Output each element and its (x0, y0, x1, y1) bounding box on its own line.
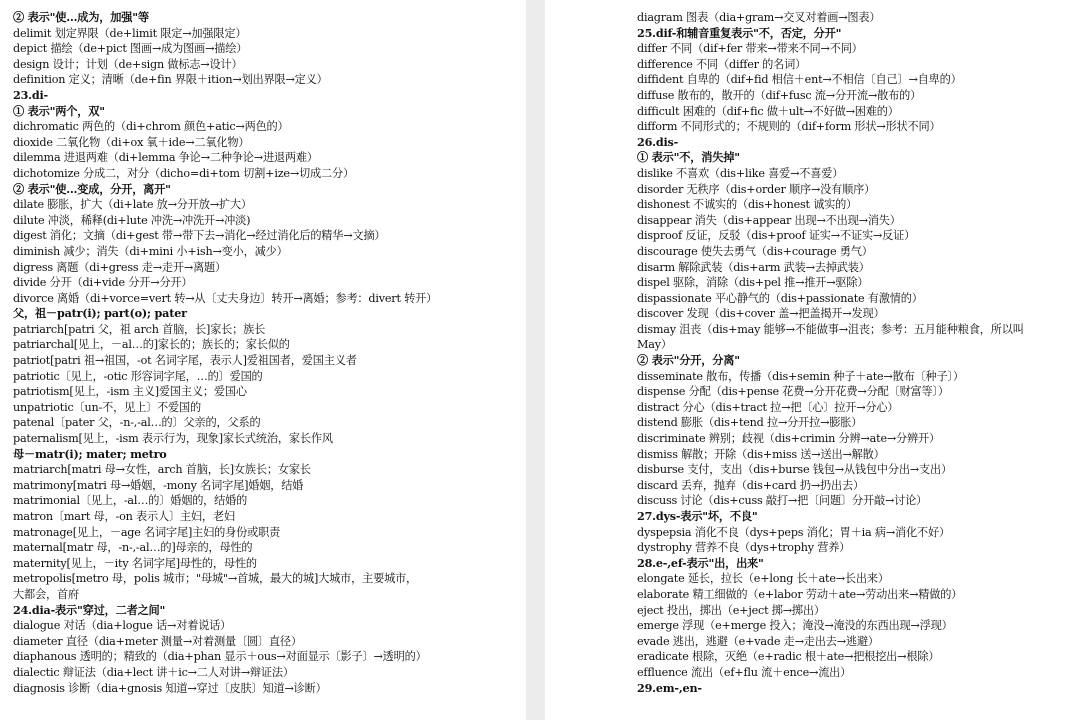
text-line: May） (637, 338, 672, 352)
text-line: difference 不同（differ 的名词） (637, 57, 807, 71)
text-line: 大都会，首府 (13, 587, 79, 601)
text-line: evade 逃出，逃避（e+vade 走→走出去→逃避） (637, 634, 879, 648)
left-page (0, 0, 526, 720)
text-line: divide 分开（di+vide 分开→分开） (13, 276, 193, 290)
text-line: discourage 使失去勇气（dis+courage 勇气） (637, 244, 873, 258)
text-line: digress 离题（di+gress 走→走开→离题） (13, 260, 227, 274)
text-line: unpatriotic〔un-不，见上〕不爱国的 (13, 400, 202, 414)
text-line: dioxide 二氧化物（di+ox 氧＋ide→二氧化物） (13, 135, 250, 149)
text-line: dispassionate 平心静气的（dis+passionate 有激情的） (637, 291, 923, 305)
text-line: 28.e-,ef-表示"出，出来" (637, 555, 764, 570)
text-line: dialectic 辩证法（dia+lect 讲＋ic→二人对讲→辩证法） (13, 665, 294, 679)
text-line: distend 膨胀（dis+tend 拉→分开拉→膨胀） (637, 416, 863, 430)
text-line: matriarch[matri 母→女性，arch 首脑，长]女族长；女家长 (13, 463, 311, 477)
text-line: 父，祖－patr(i); part(o); pater (13, 306, 187, 321)
text-line: diminish 减少；消失（di+mini 小+ish→变小，减少） (13, 244, 288, 258)
text-line: diffuse 散布的，散开的（dif+fusc 流→分开流→散布的） (637, 88, 922, 102)
text-line: dyspepsia 消化不良（dys+peps 消化；胃＋ia 病→消化不好） (637, 525, 950, 539)
text-line: dispel 驱除，消除（dis+pel 推→推开→驱除） (637, 276, 869, 290)
text-line: diffident 自卑的（dif+fid 相信＋ent→不相信〔自己〕→自卑的） (637, 73, 962, 87)
text-line: disburse 支付，支出（dis+burse 钱包→从钱包中分出→支出） (637, 463, 952, 477)
text-line: dilemma 进退两难（di+lemma 争论→二种争论→进退两难） (13, 151, 318, 165)
text-line: discriminate 辨别；歧视（dis+crimin 分辨→ate→分辨开） (637, 432, 940, 446)
text-line: matronage[见上，－age 名词字尾]主妇的身份或职责 (13, 525, 281, 539)
text-line: dismay 沮丧（dis+may 能够→不能做事→沮丧；参考：五月能种粮食，所以叫 (637, 322, 1024, 336)
text-line: dilate 膨胀，扩大（di+late 放→分开放→扩大） (13, 198, 252, 212)
text-line: matrimonial〔见上，-al…的〕婚姻的，结婚的 (13, 494, 248, 508)
text-line: delimit 划定界限（de+limit 限定→加强限定） (13, 26, 247, 40)
text-line: maternity[见上，－ity 名词字尾]母性的，母性的 (13, 556, 257, 570)
text-line: eradicate 根除，灭绝（e+radic 根＋ate→把根挖出→根除） (637, 650, 940, 664)
text-line: matrimony[matri 母→婚姻，-mony 名词字尾]婚姻，结婚 (13, 478, 304, 492)
text-line: 25.dif-和辅音重复表示"不，否定，分开" (637, 25, 842, 40)
text-line: ② 表示"使…变成，分开，离开" (13, 181, 171, 196)
text-line: discover 发现（dis+cover 盖→把盖揭开→发现） (637, 307, 885, 321)
text-line: divorce 离婚（di+vorce=vert 转→从〔丈夫身边〕转开→离婚；参考：divert 转开） (13, 291, 438, 305)
text-line: definition 定义；清晰（de+fin 界限＋ition→划出界限→定义） (13, 73, 328, 87)
text-line: disappear 消失（dis+appear 出现→不出现→消失） (637, 213, 901, 227)
text-line: patriotic〔见上，-otic 形容词字尾，…的〕爱国的 (13, 369, 263, 383)
text-line: diaphanous 透明的；精致的（dia+phan 显示＋ous→对面显示〔影子〕→透明的） (13, 650, 427, 664)
text-line: dystrophy 营养不良（dys+trophy 营养） (637, 541, 851, 555)
text-line: difform 不同形式的；不规则的（dif+form 形状→形状不同） (637, 120, 941, 134)
text-line: dislike 不喜欢（dis+like 喜爱→不喜爱） (637, 166, 844, 180)
text-line: disproof 反证，反驳（dis+proof 证实→不证实→反证） (637, 229, 916, 243)
text-line: ② 表示"分开，分离" (637, 353, 740, 368)
text-line: discard 丢弃，抛弃（dis+card 扔→扔出去） (637, 478, 864, 492)
text-line: maternal[matr 母，-n-,-al…的]母亲的，母性的 (13, 541, 253, 555)
right-page (545, 0, 1080, 720)
text-line: digest 消化；文摘（di+gest 带→带下去→消化→经过消化后的精华→文摘） (13, 229, 386, 243)
text-line: difficult 困难的（dif+fic 做＋ult→不好做→困难的） (637, 104, 899, 118)
text-line: patriarch[patri 父，祖 arch 首脑，长]家长；族长 (13, 322, 266, 336)
text-line: dilute 冲淡，稀释(di+lute 冲洗→冲洗开→冲淡) (13, 213, 251, 227)
text-line: disarm 解除武装（dis+arm 武装→去掉武装） (637, 260, 870, 274)
text-line: design 设计；计划（de+sign 做标志→设计） (13, 57, 243, 71)
text-line: diagram 图表（dia+gram→交叉对着画→图表） (637, 11, 881, 24)
text-line: 23.di- (13, 87, 48, 102)
text-line: discuss 讨论（dis+cuss 敲打→把〔问题〕分开敲→讨论） (637, 494, 928, 508)
text-line: 母－matr(i); mater; metro (13, 446, 167, 461)
text-line: dispense 分配（dis+pense 花费→分开花费→分配〔财富等〕） (637, 385, 949, 399)
text-line: disseminate 散布，传播（dis+semin 种子＋ate→散布〔种子〕） (637, 369, 964, 383)
text-line: emerge 浮现（e+merge 投入；淹没→淹没的东西出现→浮现） (637, 619, 953, 633)
text-line: metropolis[metro 母，polis 城市；"母城"→首城，最大的城]大城市，主要城市， (13, 572, 418, 586)
text-line: ② 表示"使…成为，加强"等 (13, 10, 149, 24)
text-line: 26.dis- (637, 134, 679, 149)
text-line: dialogue 对话（dia+logue 话→对着说话） (13, 619, 232, 633)
text-line: eject 投出，掷出（e+ject 掷→掷出） (637, 603, 825, 617)
text-line: 24.dia-表示"穿过，二者之间" (13, 602, 166, 617)
text-line: matron〔mart 母，-on 表示人〕主妇，老妇 (13, 510, 235, 523)
text-line: diameter 直径（dia+meter 测量→对着测量〔圆〕直径） (13, 634, 302, 648)
text-line: diagnosis 诊断（dia+gnosis 知道→穿过〔皮肤〕知道→诊断） (13, 681, 327, 695)
text-line: 27.dys-表示"坏，不良" (637, 509, 758, 523)
text-line: dichotomize 分成二，对分（dicho=di+tom 切割+ize→切成二分） (13, 166, 354, 180)
text-line: patenal〔pater 父，-n-,-al…的〕父亲的，父系的 (13, 416, 261, 430)
text-line: ① 表示"两个，双" (13, 103, 105, 118)
text-line: effluence 流出（ef+flu 流＋ence→流出） (637, 665, 852, 679)
text-line: differ 不同（dif+fer 带来→带来不同→不同） (637, 42, 863, 56)
text-line: dishonest 不诚实的（dis+honest 诚实的） (637, 198, 858, 212)
text-line: distract 分心（dis+tract 拉→把〔心〕拉开→分心） (637, 400, 899, 414)
text-line: paternalism[见上，-ism 表示行为，现象]家长式统治，家长作风 (13, 432, 333, 446)
text-line: elongate 延长，拉长（e+long 长＋ate→长出来） (637, 572, 889, 586)
text-line: patriot[patri 祖→祖国，-ot 名词字尾，表示人]爱祖国者，爱国主义者 (13, 354, 357, 368)
text-line: ① 表示"不，消失掉" (637, 150, 740, 165)
text-line: elaborate 精工细做的（e+labor 劳动＋ate→劳动出来→精做的） (637, 587, 963, 601)
text-line: 29.em-,en- (637, 680, 702, 695)
text-line: patriarchal[见上，－al…的]家长的；族长的；家长似的 (13, 338, 290, 352)
text-line: dichromatic 两色的（di+chrom 颜色+atic→两色的） (13, 120, 289, 134)
text-line: disorder 无秩序（dis+order 顺序→没有顺序） (637, 182, 876, 196)
text-line: patriotism[见上，-ism 主义]爱国主义；爱国心 (13, 385, 247, 399)
text-line: depict 描绘（de+pict 图画→成为图画→描绘） (13, 42, 248, 56)
text-line: dismiss 解散；开除（dis+miss 送→送出→解散） (637, 447, 885, 461)
